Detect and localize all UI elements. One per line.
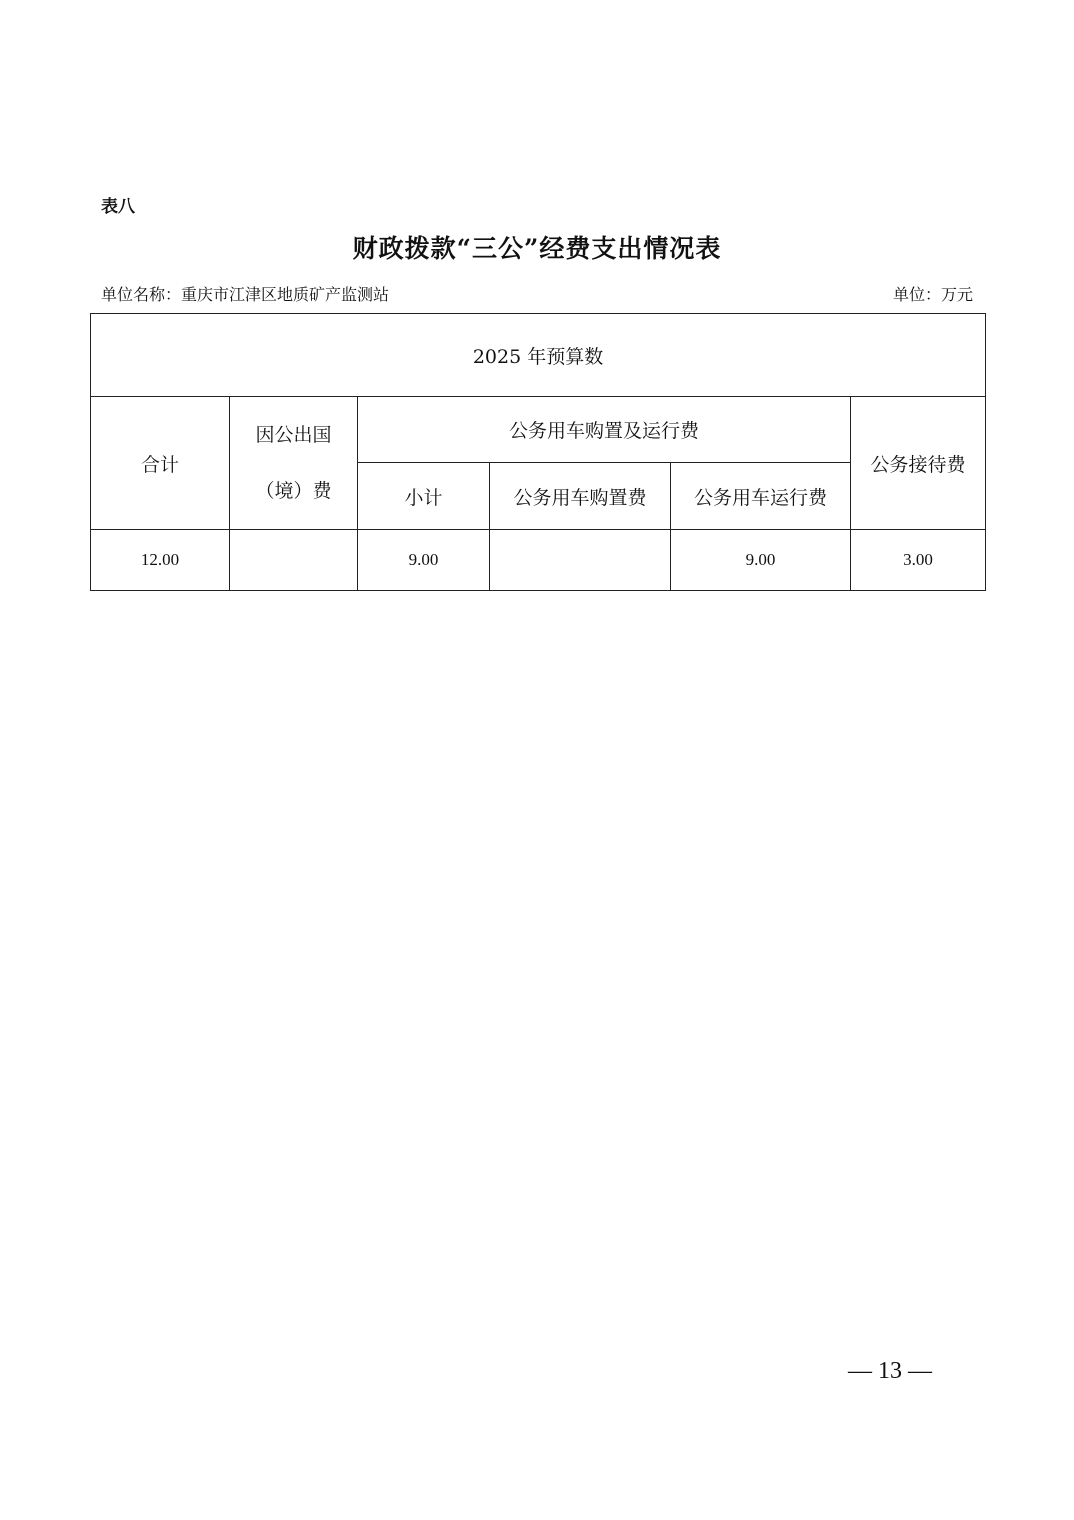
year-header-row [91,314,986,397]
cell-abroad [230,530,358,591]
unit-of-measure: 单位：万元 [892,285,973,304]
page-number: — 13 — [848,1358,932,1384]
cell-total: 12.00 [91,530,230,591]
header-vehicle-group: 公务用车购置及运行费 [358,397,851,463]
document-title: 财政拨款“三公”经费支出情况表 [352,234,722,263]
header-abroad-line1: 因公出国 [255,424,332,446]
table-row [91,530,986,591]
cell-vehicle-purchase [490,530,671,591]
header-vehicle-purchase: 公务用车购置费 [490,463,671,530]
header-abroad-line2: （境）费 [255,480,332,502]
year-header: 2025 年预算数 [91,314,986,397]
header-vehicle-operation: 公务用车运行费 [671,463,851,530]
cell-subtotal: 9.00 [358,530,490,591]
cell-vehicle-operation: 9.00 [671,530,851,591]
header-total: 合计 [91,397,230,530]
header-row-1 [91,397,986,463]
header-abroad [230,397,358,530]
header-reception: 公务接待费 [851,397,986,530]
cell-reception: 3.00 [851,530,986,591]
header-subtotal: 小计 [358,463,490,530]
meta-row [101,282,973,305]
budget-table [90,313,986,591]
unit-name: 单位名称：重庆市江津区地质矿产监测站 [101,285,390,304]
table-label: 表八 [101,197,135,217]
